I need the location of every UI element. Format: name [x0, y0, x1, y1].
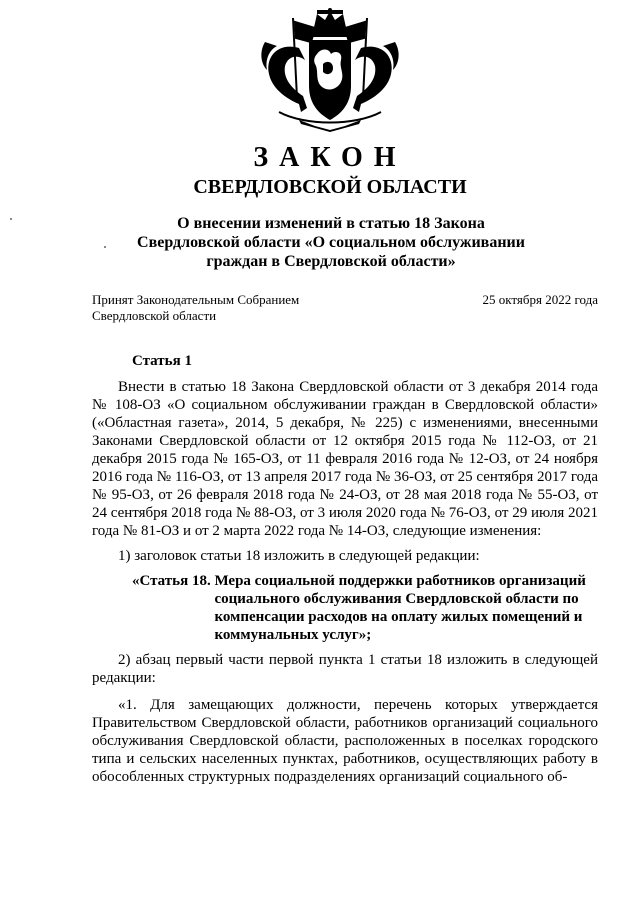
coat-of-arms-icon: [255, 8, 405, 132]
article-intro-paragraph: Внести в статью 18 Закона Свердловской области от 3 декабря 2014 года № 108-ОЗ «О социальном обслуживании граждан в Свердловской области» («Областная газета», 2014, 5 декабря, № 225) с изменениями, внесенными Законами Свердловской области от 12 октября 2015 года № 112-ОЗ, от 21 декабря 2015 года № 165-ОЗ, от 11 февраля 2016 года № 12-ОЗ, от 24 ноября 2016 года № 116-ОЗ, от 13 апреля 2017 года № 36-ОЗ, от 25 сентября 2017 года № 95-ОЗ, от 26 февраля 2018 года № 24-ОЗ, от 28 мая 2018 года № 55-ОЗ, от 24 сентября 2018 года № 88-ОЗ, от 3 июля 2020 года № 76-ОЗ, от 29 июля 2021 года № 81-ОЗ и от 2 марта 2022 года № 14-ОЗ, следующие изменения:: [92, 379, 598, 539]
law-subject: [70, 214, 592, 271]
adoption-line-1: Принят Законодательным Собранием: [92, 292, 300, 307]
new-article-title: [92, 572, 598, 644]
article-1: [92, 352, 598, 786]
adoption-date: 25 октября 2022 года: [482, 292, 598, 307]
new-article-text: Мера социальной поддержки работников организаций социального обслуживания Свердловской области по компенсации расходов на оплату жилых помещений и коммунальных услуг»;: [214, 573, 586, 643]
subject-line-3: граждан в Свердловской области»: [206, 253, 456, 270]
adoption-statement: [92, 292, 299, 324]
law-title: ЗАКОН: [253, 142, 407, 173]
amendment-item-1: 1) заголовок статьи 18 изложить в следующей редакции:: [118, 548, 480, 564]
article-heading: Статья 1: [132, 353, 192, 369]
subject-line-1: О внесении изменений в статью 18 Закона: [177, 215, 485, 232]
scan-artifact: [104, 246, 106, 248]
region-title: СВЕРДЛОВСКОЙ ОБЛАСТИ: [193, 176, 467, 198]
adoption-line-2: Свердловской области: [92, 308, 217, 323]
subject-line-2: Свердловской области «О социальном обслуживании: [137, 234, 525, 251]
amendment-item-2: 2) абзац первый части первой пункта 1 статьи 18 изложить в следующей редакции:: [92, 652, 598, 686]
new-article-label: «Статья 18.: [132, 573, 215, 589]
scan-artifact: [10, 218, 12, 220]
amendment-quote: «1. Для замещающих должности, перечень которых утверждается Правительством Свердловской области, работников организаций социального обслуживания Свердловской области, расположенных в поселках городского типа и сельских населенных пунктах, работников, осуществляющих работу в обособленных структурных подразделениях организаций социального об-: [92, 697, 598, 785]
